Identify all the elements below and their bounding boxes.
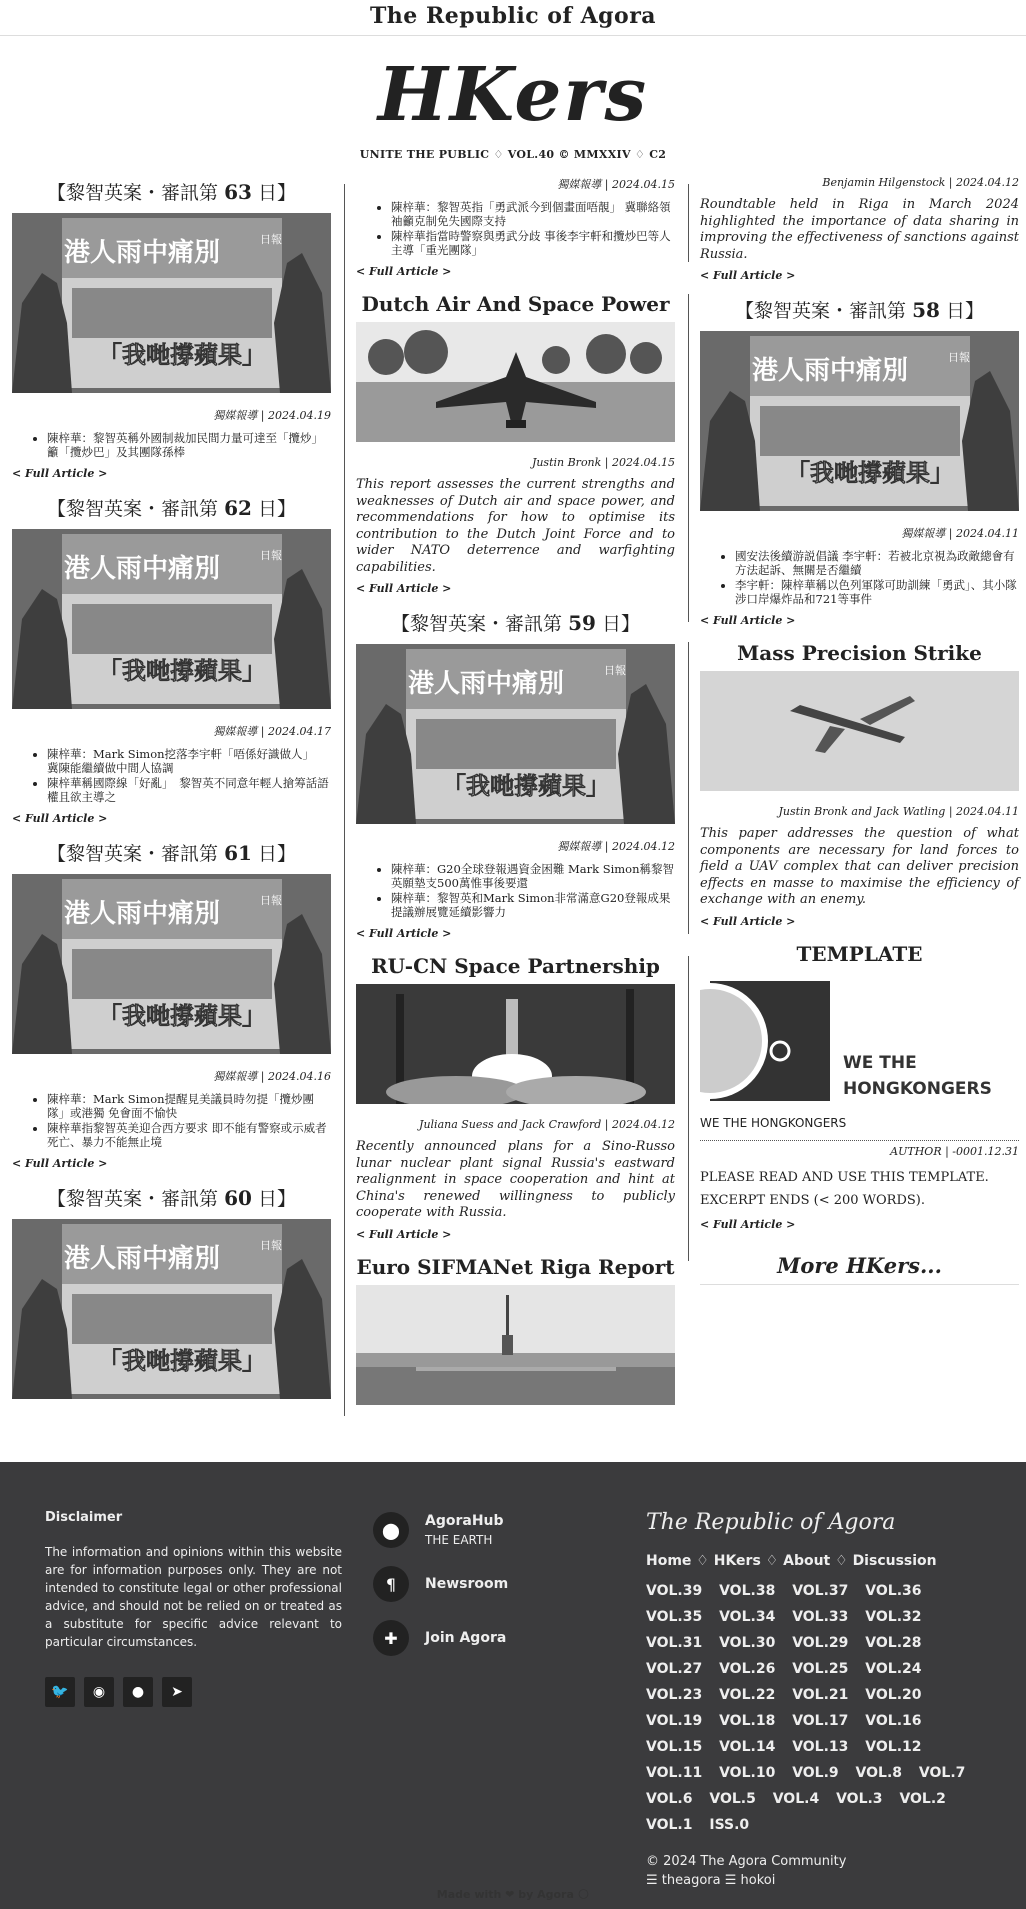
article-meta: Benjamin Hilgenstock | 2024.04.12 (822, 176, 1019, 189)
masthead (0, 36, 1026, 146)
volume-link[interactable]: VOL.19 (646, 1713, 703, 1729)
newspaper-photo[interactable] (12, 1219, 331, 1399)
footer-nav-item[interactable]: HKers (713, 1553, 761, 1569)
title-suffix[interactable]: 日】 (601, 613, 640, 635)
volume-link[interactable]: VOL.37 (792, 1583, 849, 1599)
photo-bottom-text: 「我哋撐蘋果」 (442, 772, 610, 800)
volume-link[interactable]: VOL.32 (865, 1609, 922, 1625)
title-suffix[interactable]: 日】 (257, 498, 296, 520)
full-article-link[interactable]: < Full Article > (356, 582, 452, 595)
trial-day-title[interactable] (12, 494, 331, 521)
article-card-day62 (12, 494, 331, 825)
volume-link[interactable]: VOL.28 (865, 1635, 922, 1651)
full-article-link[interactable]: < Full Article > (700, 614, 796, 627)
article-card-template (700, 942, 1019, 1231)
bullet-item: • 陳梓華稱國際線「好亂」 黎智英不同意年輕人搶筹話語權且欲主導之 (47, 776, 331, 804)
bullet-item: • 陳梓華：黎智英和Mark Simon非常滿意G20登報成果 提議辦展覽延續影響力 (391, 891, 675, 919)
column-right (700, 176, 1019, 1285)
logo-text-line2: HONGKONGERS (843, 1078, 992, 1099)
article-card-mass (700, 641, 1019, 928)
photo-side-text: 日報 (260, 894, 282, 907)
puzzle-icon: ✚ (373, 1620, 409, 1656)
full-article-link[interactable]: < Full Article > (700, 269, 796, 282)
jet-photo[interactable] (356, 322, 675, 442)
volume-link[interactable]: VOL.9 (792, 1765, 839, 1781)
volume-link[interactable]: VOL.5 (709, 1791, 756, 1807)
photo-side-text: 日報 (260, 1239, 282, 1252)
newspaper-photo[interactable] (356, 644, 675, 824)
volume-link[interactable]: VOL.3 (836, 1791, 883, 1807)
volume-link[interactable]: VOL.10 (719, 1765, 776, 1781)
disclaimer-title: Disclaimer (45, 1510, 123, 1525)
photo-headline: 港人雨中痛別 (407, 669, 565, 699)
article-card-day61 (12, 839, 331, 1170)
day-number[interactable]: 62 (224, 496, 252, 520)
article-card-dutch (356, 292, 675, 595)
photo-headline: 港人雨中痛別 (63, 554, 221, 584)
volume-link[interactable]: VOL.27 (646, 1661, 703, 1677)
day-number[interactable]: 59 (568, 611, 596, 635)
full-article-link[interactable]: < Full Article > (356, 1227, 452, 1241)
volume-link[interactable]: VOL.7 (918, 1765, 966, 1781)
volume-link[interactable]: VOL.29 (792, 1635, 849, 1651)
day-number[interactable]: 63 (224, 180, 252, 204)
title-suffix[interactable]: 日】 (945, 300, 984, 322)
photo-bottom-text: 「我哋撐蘋果」 (98, 657, 266, 685)
hub-title[interactable]: AgoraHub (425, 1513, 504, 1529)
volume-link[interactable]: VOL.34 (719, 1609, 776, 1625)
article-bullets (12, 431, 331, 459)
bullet-item: • 國安法後續游説倡議 李宇軒：若被北京視為政敵總會有方法起訴、無關是否繼續 (735, 549, 1019, 577)
newspaper-photo[interactable] (12, 213, 331, 393)
article-meta: 獨媒報導 | 2024.04.15 (557, 178, 675, 191)
footer-nav-item[interactable]: About (783, 1553, 831, 1569)
site-title-bar[interactable] (0, 0, 1026, 36)
column-divider (688, 294, 689, 622)
title-prefix[interactable]: 【黎智英案・審訊第 (47, 498, 219, 520)
photo-bottom-text: 「我哋撐蘋果」 (98, 1002, 266, 1030)
article-title[interactable]: Dutch Air And Space Power (361, 292, 670, 316)
volume-link[interactable]: VOL.31 (646, 1635, 703, 1651)
title-prefix[interactable]: 【黎智英案・審訊第 (735, 300, 907, 322)
volume-link[interactable]: VOL.12 (865, 1739, 922, 1755)
volume-link[interactable]: VOL.8 (855, 1765, 903, 1781)
template-body-line2: EXCERPT ENDS (< 200 WORDS). (700, 1192, 925, 1208)
twitter-icon[interactable]: 🐦 (45, 1677, 75, 1707)
article-card-day63 (12, 178, 331, 480)
column-middle (356, 176, 675, 1417)
article-bullets (356, 862, 675, 919)
footer-links[interactable]: ☰ theagora ☰ hokoi (646, 1873, 776, 1888)
column-divider (344, 184, 345, 1416)
bullet-item: • 陳梓華指當時警察與勇武分歧 事後李宇軒和攬炒巴等人主導「重光團隊」 (391, 229, 675, 257)
day-number[interactable]: 61 (224, 841, 252, 865)
full-article-link[interactable]: < Full Article > (12, 812, 108, 825)
volume-line: UNITE THE PUBLIC ♢ VOL.40 © MMXXIV ♢ C2 (359, 148, 667, 161)
volume-link[interactable]: VOL.1 (646, 1817, 693, 1833)
article-meta: 獨媒報導 | 2024.04.12 (557, 840, 675, 853)
disclaimer-text: The information and opinions within this website are for information purposes only. They are not intended to constitute legal or other professional advice, and should not be relied on or treated as a substitute for specific advice relevant to particular circumstances. (45, 1545, 342, 1649)
bullet-item: • 陳梓華：Mark Simon提醒見美議員時勿提「攬炒團隊」或港獨 免會面不愉快 (47, 1092, 331, 1120)
photo-headline: 港人雨中痛別 (63, 238, 221, 268)
photo-headline: 港人雨中痛別 (751, 356, 909, 386)
bullet-item: • 陳梓華：Mark Simon挖落李宇軒「唔係好識做人」 冀陳能繼續做中間人協調 (47, 747, 331, 775)
column-divider (688, 184, 689, 262)
volume-link[interactable]: VOL.23 (646, 1687, 703, 1703)
template-subtitle: WE THE HONGKONGERS (700, 1115, 847, 1130)
volume-link[interactable]: VOL.21 (792, 1687, 849, 1703)
footer-copyright-block (646, 1852, 986, 1890)
hongkongers-logo[interactable] (700, 976, 1019, 1106)
volume-link[interactable]: VOL.15 (646, 1739, 703, 1755)
rocket-photo[interactable] (356, 984, 675, 1104)
article-bullets (700, 549, 1019, 606)
footer-nav-item[interactable]: Discussion (852, 1553, 937, 1569)
volume-link[interactable]: VOL.13 (792, 1739, 849, 1755)
article-card-euro (356, 1255, 675, 1405)
title-prefix[interactable]: 【黎智英案・審訊第 (391, 613, 563, 635)
full-article-link[interactable]: < Full Article > (700, 914, 796, 928)
photo-side-text: 日報 (260, 549, 282, 562)
article-excerpt: Roundtable held in Riga in March 2024 highlighted the importance of data sharing in improving the effectiveness of sanctions against Russia. (700, 197, 1019, 262)
hub-join[interactable] (373, 1620, 633, 1656)
article-card-day59 (356, 609, 675, 940)
photo-bottom-text: 「我哋撐蘋果」 (98, 1347, 266, 1375)
reddit-icon[interactable]: ● (123, 1677, 153, 1707)
newspaper-photo[interactable] (12, 874, 331, 1054)
volume-link[interactable]: VOL.4 (772, 1791, 820, 1807)
trial-day-title[interactable] (12, 178, 331, 205)
photo-headline: 港人雨中痛別 (63, 899, 221, 929)
full-article-link[interactable]: < Full Article > (356, 927, 452, 940)
article-bullets (12, 1092, 331, 1149)
day-number[interactable]: 60 (224, 1186, 252, 1210)
newspaper-photo[interactable] (700, 331, 1019, 511)
volume-link[interactable]: VOL.26 (719, 1661, 776, 1677)
hub-newsroom[interactable] (373, 1566, 633, 1602)
hub-agorahub[interactable] (373, 1512, 633, 1548)
article-title[interactable]: TEMPLATE (796, 941, 923, 966)
volume-link[interactable]: VOL.17 (792, 1713, 849, 1729)
article-title[interactable]: Mass Precision Strike (737, 641, 982, 665)
footer-brand: The Republic of Agora (646, 1510, 896, 1535)
footer-nav-links: Home ♢ HKers ♢ About ♢ Discussion (646, 1553, 937, 1569)
column-divider (688, 956, 689, 1261)
template-body-line1: PLEASE READ AND USE THIS TEMPLATE. (700, 1169, 989, 1185)
volume-link[interactable]: VOL.33 (792, 1609, 849, 1625)
volume-link[interactable]: VOL.2 (899, 1791, 946, 1807)
article-bullets (12, 747, 331, 804)
article-meta: 獨媒報導 | 2024.04.11 (901, 527, 1019, 540)
bullet-item: • 李宇軒：陳梓華稱以色列軍隊可助訓練「勇武」、其小隊涉口岸爆炸品和721等事件 (735, 578, 1019, 606)
trial-day-title[interactable] (12, 1184, 331, 1211)
volume-link[interactable]: VOL.6 (646, 1791, 693, 1807)
article-meta: 獨媒報導 | 2024.04.17 (213, 725, 331, 738)
hub-title[interactable]: Newsroom (425, 1576, 509, 1592)
volume-link[interactable]: VOL.18 (719, 1713, 776, 1729)
article-bullets (356, 200, 675, 257)
title-suffix[interactable]: 日】 (257, 1188, 296, 1210)
trial-day-title[interactable] (12, 839, 331, 866)
article-meta: 獨媒報導 | 2024.04.16 (213, 1070, 331, 1083)
made-with: Made with ❤ by Agora 🌕 (436, 1888, 590, 1901)
volume-link[interactable]: VOL.25 (792, 1661, 849, 1677)
title-prefix[interactable]: 【黎智英案・審訊第 (47, 843, 219, 865)
photo-bottom-text: 「我哋撐蘋果」 (786, 459, 954, 487)
riga-photo[interactable] (356, 1285, 675, 1405)
article-meta: Justin Bronk | 2024.04.15 (531, 456, 675, 469)
newspaper-photo[interactable] (12, 529, 331, 709)
map-pin-icon: ⬤ (373, 1512, 409, 1548)
volume-link[interactable]: VOL.20 (865, 1687, 922, 1703)
site-title[interactable]: The Republic of Agora (369, 3, 657, 29)
hub-title[interactable]: Join Agora (425, 1630, 507, 1646)
footer-disclaimer (45, 1510, 342, 1707)
volume-link[interactable]: VOL.11 (646, 1765, 703, 1781)
volume-link[interactable]: VOL.39 (646, 1583, 703, 1599)
masthead-title: HKers (377, 52, 649, 138)
volume-link[interactable]: VOL.36 (865, 1583, 922, 1599)
copyright: © 2024 The Agora Community (646, 1854, 847, 1869)
footer-nav (646, 1510, 986, 1890)
footer-nav-item[interactable]: Home (646, 1553, 692, 1569)
article-card-day60 (12, 1184, 331, 1399)
title-suffix[interactable]: 日】 (257, 182, 296, 204)
article-meta: Juliana Suess and Jack Crawford | 2024.04.12 (419, 1118, 675, 1131)
article-card-rucn (356, 954, 675, 1241)
volume-link[interactable]: VOL.16 (865, 1713, 922, 1729)
article-excerpt: This paper addresses the question of what components are necessary for land forces to field a UAV complex that can deliver precision effects en masse to maximise the efficiency of exchange with an enemy. (700, 826, 1019, 907)
column-left (12, 176, 331, 1411)
uav-photo[interactable] (700, 671, 1019, 791)
trial-day-title[interactable] (700, 296, 1019, 323)
volume-links (646, 1578, 986, 1838)
volume-link[interactable]: VOL.35 (646, 1609, 703, 1625)
full-article-link[interactable]: < Full Article > (700, 1217, 796, 1231)
volume-link[interactable]: VOL.22 (719, 1687, 776, 1703)
article-excerpt: Recently announced plans for a Sino-Russo lunar nuclear plant signal Russia's eastward realignment in space cooperation and hint at China's renewed willingness to publicly cooperate with Russia. (356, 1139, 675, 1220)
article-title[interactable]: Euro SIFMANet Riga Report (356, 1254, 675, 1279)
article-card-day58 (700, 296, 1019, 627)
dotted-divider (700, 1140, 1019, 1141)
photo-side-text: 日報 (948, 351, 970, 364)
volume-link[interactable]: ISS.0 (709, 1817, 750, 1833)
article-excerpt: This report assesses the current strengths and weaknesses of Dutch air and space power, and recommendations for how to optimise its contribution to the Dutch Joint Force and to wider NATO deterrence and warfighting capabilities. (356, 477, 675, 575)
github-icon[interactable]: ◉ (84, 1677, 114, 1707)
bullet-item: • 陳梓華：G20全球登報遇資金困難 Mark Simon稱黎智英願墊支500萬惟事後要還 (391, 862, 675, 890)
article-title[interactable]: RU-CN Space Partnership (371, 954, 660, 978)
volume-link[interactable]: VOL.14 (719, 1739, 776, 1755)
title-suffix[interactable]: 日】 (257, 843, 296, 865)
article-meta: 獨媒報導 | 2024.04.19 (213, 409, 331, 422)
volume-link[interactable]: VOL.24 (865, 1661, 922, 1677)
photo-side-text: 日報 (604, 664, 626, 677)
day-number[interactable]: 58 (912, 298, 940, 322)
footer (0, 1462, 1026, 1909)
photo-headline: 港人雨中痛別 (63, 1244, 221, 1274)
logo-text-line1: WE THE (843, 1052, 917, 1073)
paragraph-icon: ¶ (373, 1566, 409, 1602)
bullet-item: • 陳梓華：黎智英稱外國制裁加民間力量可達至「攬炒」 籲「攬炒巴」及其團隊孫棒 (47, 431, 331, 459)
full-article-link[interactable]: < Full Article > (12, 1157, 108, 1170)
volume-link[interactable]: VOL.30 (719, 1635, 776, 1651)
title-prefix[interactable]: 【黎智英案・審訊第 (47, 1188, 219, 1210)
volume-link[interactable]: VOL.38 (719, 1583, 776, 1599)
full-article-link[interactable]: < Full Article > (356, 265, 452, 278)
title-prefix[interactable]: 【黎智英案・審訊第 (47, 182, 219, 204)
hub-subtitle: THE EARTH (425, 1533, 493, 1547)
bullet-item: • 陳梓華指黎智英美迎合西方要求 即不能有警察或示威者死亡、暴力不能無止境 (47, 1121, 331, 1149)
trial-day-title[interactable] (356, 609, 675, 636)
column-divider (688, 642, 689, 934)
more-hkers-link[interactable]: More HKers... (700, 1245, 1019, 1285)
article-columns (0, 176, 1026, 1446)
photo-side-text: 日報 (260, 233, 282, 246)
social-links (45, 1677, 342, 1707)
footer-hubs (373, 1512, 633, 1674)
full-article-link[interactable]: < Full Article > (12, 467, 108, 480)
bullet-item: • 陳梓華：黎智英指「勇武派今到個畫面唔靚」 冀聯絡領袖籲克制免失國際支持 (391, 200, 675, 228)
article-meta: Justin Bronk and Jack Watling | 2024.04.11 (778, 805, 1019, 818)
telegram-icon[interactable]: ➤ (162, 1677, 192, 1707)
template-body (700, 1166, 1019, 1212)
article-meta: AUTHOR | -0001.12.31 (890, 1144, 1019, 1158)
photo-bottom-text: 「我哋撐蘋果」 (98, 341, 266, 369)
